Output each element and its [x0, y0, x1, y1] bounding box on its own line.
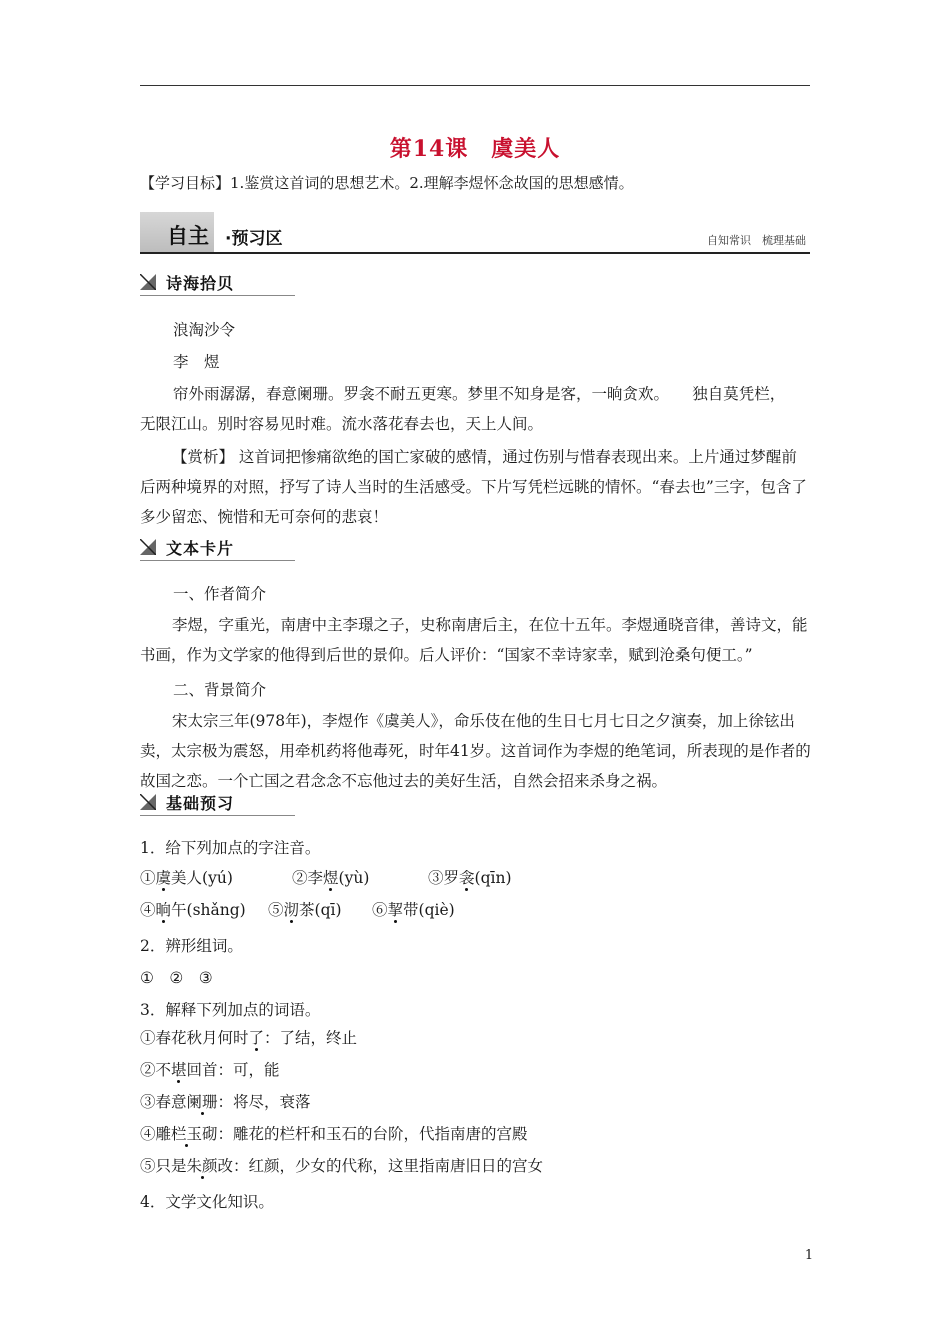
question-4: 4．文学文化知识。 — [140, 1193, 274, 1211]
corner-marker-icon — [140, 274, 156, 290]
section-label: 文本卡片 — [166, 539, 235, 558]
appreciation-paragraph: 【赏析】 这首词把惨痛欲绝的国亡家破的感情，通过伤别与惜春表现出来。上片通过梦醒前后两种境界的对照，抒写了诗人当时的生活感受。下片写凭栏远眺的情怀。“春去也”三字，包含了多少留恋、惋惜和无可奈何的悲哀！ — [140, 448, 807, 526]
definition-item: ①春花秋月何时了：了结，终止 — [140, 1029, 358, 1047]
learning-goals — [140, 172, 634, 193]
subheading-background: 二、背景简介 — [173, 681, 267, 699]
band-main: 自主 — [167, 224, 209, 248]
pinyin-item: ③罗衾(qīn) — [428, 869, 512, 887]
section-underline — [140, 815, 295, 816]
lesson-title: 第14课 虞美人 — [389, 136, 561, 162]
pinyin-item: ⑥挈带(qiè) — [372, 901, 455, 919]
author-paragraph: 李煜，字重光，南唐中主李璟之子，史称南唐后主，在位十五年。李煜通晓音律，善诗文，能书画，作为文学家的他得到后世的景仰。后人评价：“国家不幸诗家幸，赋到沧桑句便工。” — [140, 616, 808, 664]
poem-line: 帘外雨潺潺，春意阑珊。罗衾不耐五更寒。梦里不知身是客，一晌贪欢。 独自莫凭栏， — [173, 385, 786, 403]
question-2-items: ① ② ③ — [140, 969, 213, 987]
poem-line: 无限江山。别时容易见时难。流水落花春去也，天上人间。 — [140, 415, 544, 433]
band-rule — [140, 252, 810, 254]
section-underline — [140, 560, 295, 561]
subheading-author: 一、作者简介 — [173, 585, 267, 603]
section-heading-card — [140, 536, 300, 562]
question-2: 2．辨形组词。 — [140, 937, 243, 955]
section-heading-basics — [140, 791, 300, 817]
section-label: 诗海拾贝 — [166, 274, 235, 293]
definition-item: ③春意阑珊：将尽，衰落 — [140, 1093, 311, 1111]
definition-item: ②不堪回首：可，能 — [140, 1061, 280, 1079]
definition-item: ④雕栏玉砌：雕花的栏杆和玉石的台阶，代指南唐的宫殿 — [140, 1125, 528, 1143]
page-number: 1 — [804, 1248, 814, 1263]
question-3: 3．解释下列加点的词语。 — [140, 1001, 321, 1019]
goals-text: 1.鉴赏这首词的思想艺术。2.理解李煜怀念故国的思想感情。 — [230, 174, 634, 192]
pinyin-item: ①虞美人(yú) — [140, 869, 233, 887]
section-heading-poem — [140, 271, 300, 297]
poem-author: 李 煜 — [173, 353, 220, 371]
section-underline — [140, 295, 295, 296]
top-rule — [140, 85, 810, 86]
question-1: 1．给下列加点的字注音。 — [140, 839, 321, 857]
goals-label: 【学习目标】 — [140, 174, 231, 192]
definition-item: ⑤只是朱颜改：红颜，少女的代称，这里指南唐旧日的宫女 — [140, 1157, 544, 1175]
band-right: 自知常识 梳理基础 — [707, 234, 806, 247]
section-band — [140, 212, 810, 252]
section-label: 基础预习 — [166, 794, 235, 813]
corner-marker-icon — [140, 539, 156, 555]
pinyin-item: ⑤沏茶(qī) — [268, 901, 342, 919]
band-sub: ·预习区 — [225, 229, 283, 249]
background-paragraph: 宋太宗三年(978年)，李煜作《虞美人》，命乐伎在他的生日七月七日之夕演奏，加上徐铉出卖，太宗极为震怒，用牵机药将他毒死，时年41岁。这首词作为李煜的绝笔词，所表现的是作者的故国之恋。一个亡国之君念念不忘他过去的美好生活，自然会招来杀身之祸。 — [140, 712, 811, 790]
pinyin-item: ④晌午(shǎng) — [140, 901, 246, 919]
pinyin-item: ②李煜(yù) — [292, 869, 370, 887]
poem-title: 浪淘沙令 — [173, 321, 236, 339]
corner-marker-icon — [140, 794, 156, 810]
